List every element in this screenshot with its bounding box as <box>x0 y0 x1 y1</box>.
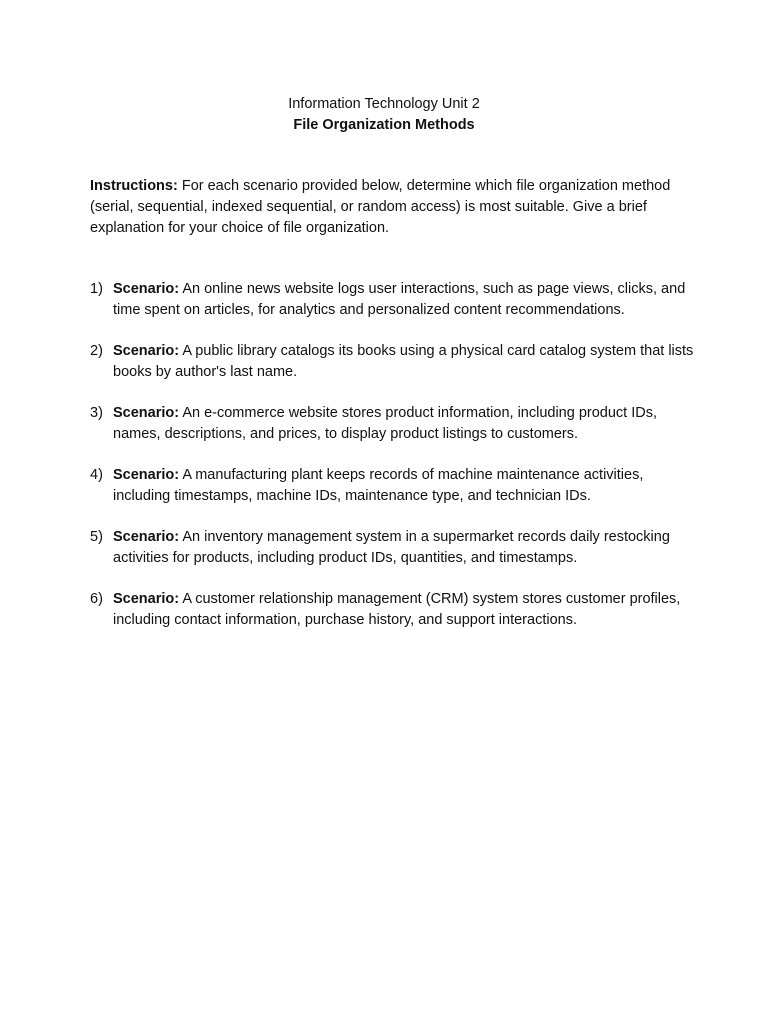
instructions-text: For each scenario provided below, determine which file organization method (serial, sequential, indexed sequential, or random access) is most suitable. Give a brief explanation for your choice of file organization. <box>90 178 671 236</box>
scenario-label: Scenario: <box>113 529 180 545</box>
scenario-text: An online news website logs user interactions, such as page views, clicks, and time spent on articles, for analytics and personalized content recommendations. <box>113 281 686 318</box>
scenario-text: An e-commerce website stores product information, including product IDs, names, descriptions, and prices, to display product listings to customers. <box>113 405 658 442</box>
scenario-number: 5) <box>90 529 103 545</box>
scenario-number: 1) <box>90 281 103 297</box>
scenario-text: A manufacturing plant keeps records of machine maintenance activities, including timestamps, machine IDs, maintenance type, and technician IDs. <box>113 467 644 504</box>
scenario-label: Scenario: <box>113 281 180 297</box>
scenario-label: Scenario: <box>113 591 180 607</box>
scenario-label: Scenario: <box>113 467 180 483</box>
scenario-number: 6) <box>90 591 103 607</box>
list-item <box>90 403 700 445</box>
list-item <box>90 527 700 569</box>
page-title: File Organization Methods <box>293 117 475 133</box>
list-item <box>90 465 700 507</box>
scenario-label: Scenario: <box>113 343 180 359</box>
document-header <box>0 94 768 136</box>
scenario-text: An inventory management system in a supermarket records daily restocking activities for products, including product IDs, quantities, and timestamps. <box>113 529 670 566</box>
instructions-label: Instructions: <box>90 178 178 194</box>
scenario-label: Scenario: <box>113 405 180 421</box>
instructions-paragraph <box>90 176 690 239</box>
course-title: Information Technology Unit 2 <box>288 96 480 112</box>
list-item <box>90 589 700 631</box>
list-item <box>90 279 700 321</box>
scenario-text: A customer relationship management (CRM) system stores customer profiles, including contact information, purchase history, and support interactions. <box>113 591 681 628</box>
scenario-number: 4) <box>90 467 103 483</box>
list-item <box>90 341 700 383</box>
scenario-text: A public library catalogs its books using a physical card catalog system that lists books by author's last name. <box>113 343 694 380</box>
scenario-number: 2) <box>90 343 103 359</box>
scenario-list <box>90 279 700 651</box>
scenario-number: 3) <box>90 405 103 421</box>
